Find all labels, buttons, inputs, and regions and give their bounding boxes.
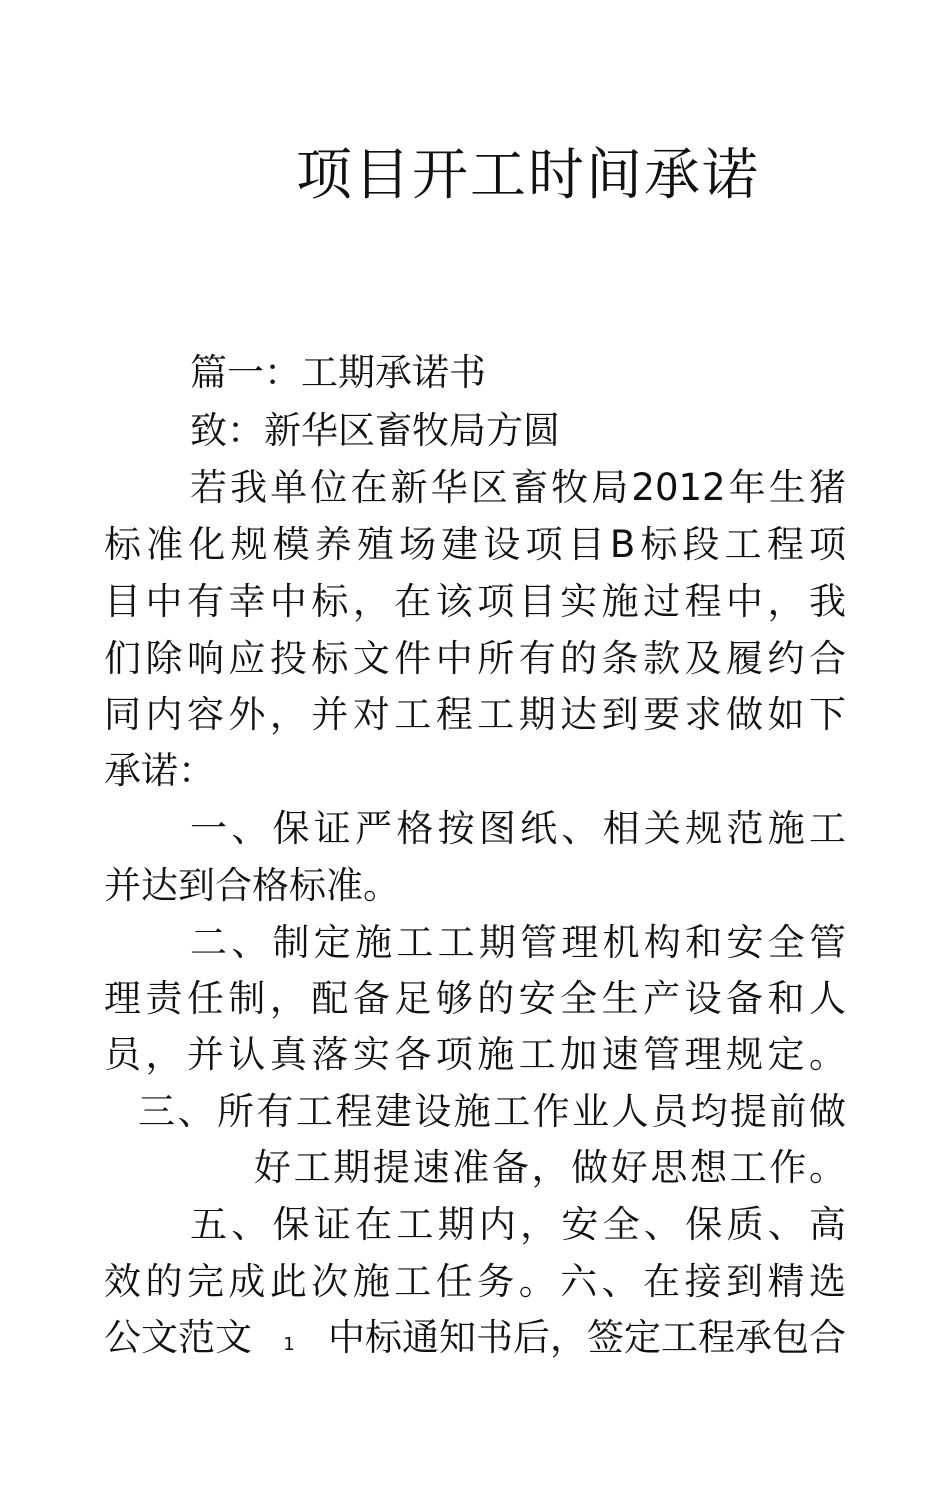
list-item-line: 并达到合格标准。 — [104, 864, 400, 907]
addressee-line: 致：新华区畜牧局方圆 — [190, 409, 560, 452]
body-line: 若我单位在新华区畜牧局2012年生猪 — [190, 466, 846, 509]
body-line: 标准化规模养殖场建设项目B标段工程项 — [104, 523, 846, 566]
list-item-line: 好工期提速准备，做好思想工作。 — [254, 1146, 846, 1189]
list-item-line: 员，并认真落实各项施工加速管理规定。 — [104, 1033, 846, 1076]
list-item-line: 五、保证在工期内，安全、保质、高 — [190, 1203, 846, 1246]
body-line: 们除响应投标文件中所有的条款及履约合 — [104, 637, 846, 680]
document-title: 项目开工时间承诺 — [296, 143, 760, 208]
body-line-with-footnote — [104, 1313, 846, 1370]
body-line: 目中有幸中标，在该项目实施过程中，我 — [104, 580, 846, 623]
list-item-line: 效的完成此次施工任务。六、在接到精选 — [104, 1260, 846, 1303]
list-item-line: 二、制定施工工期管理机构和安全管 — [190, 921, 846, 964]
body-line: 承诺： — [104, 749, 215, 792]
list-item-line: 一、保证严格按图纸、相关规范施工 — [190, 807, 846, 850]
section-heading: 篇一：工期承诺书 — [190, 351, 486, 394]
footnote-marker: 1 — [283, 1334, 295, 1355]
body-line: 同内容外，并对工程工期达到要求做如下 — [104, 693, 846, 736]
body-text-segment: 公文范文 — [104, 1316, 252, 1359]
list-item-line: 三、所有工程建设施工作业人员均提前做 — [138, 1090, 846, 1133]
body-text-segment: 中标通知书后，签定工程承包合 — [327, 1316, 846, 1359]
list-item-line: 理责任制，配备足够的安全生产设备和人 — [104, 977, 846, 1020]
